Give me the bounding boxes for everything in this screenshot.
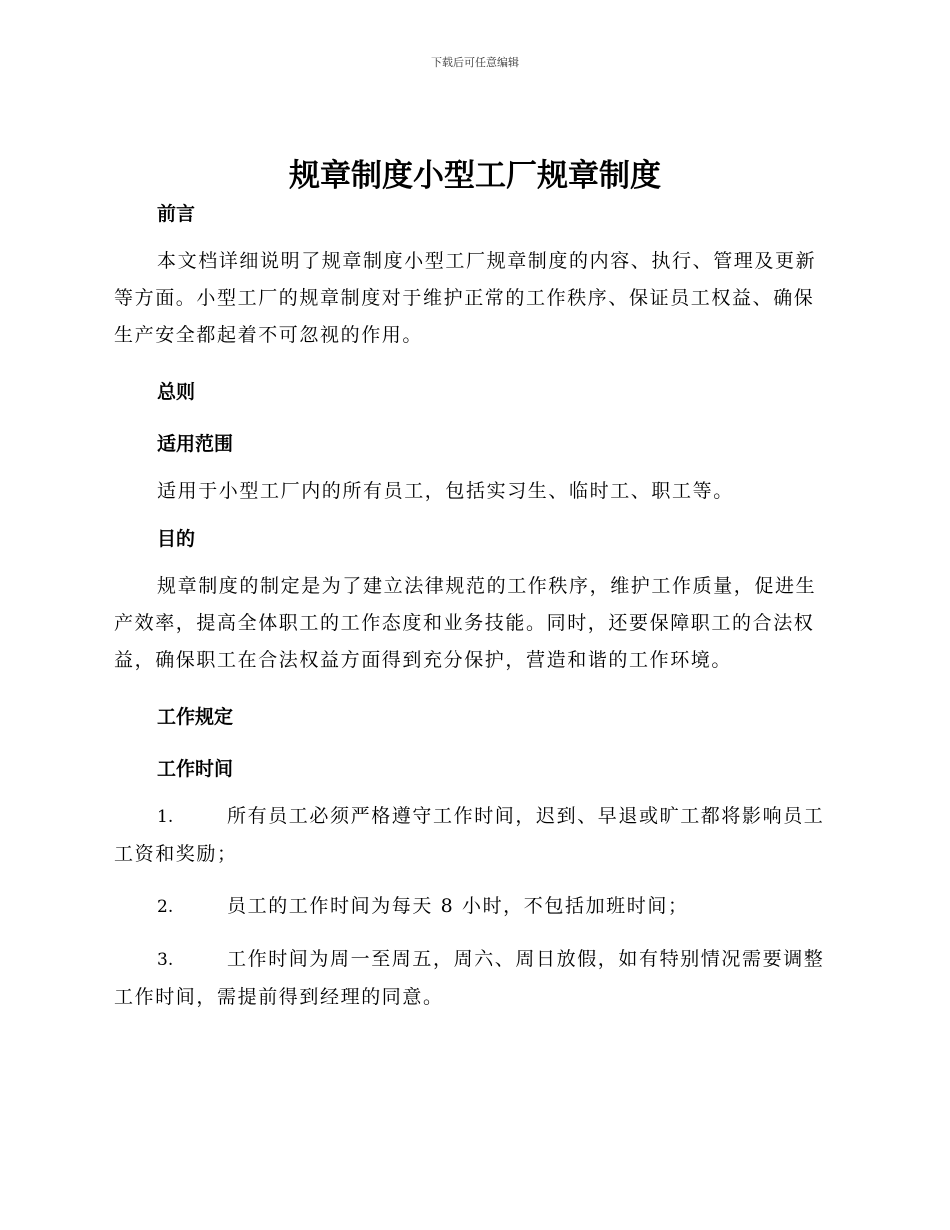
heading-scope: 适用范围 <box>157 433 234 455</box>
heading-work-time: 工作时间 <box>157 758 234 780</box>
header-note: 下载后可任意编辑 <box>431 56 519 69</box>
list-item <box>114 941 832 1016</box>
paragraph-purpose: 规章制度的制定是为了建立法律规范的工作秩序，维护工作质量，促进生产效率，提高全体职工的工作态度和业务技能。同时，还要保障职工的合法权益，确保职工在合法权益方面得到充分保护，营造和谐的工作环境。 <box>114 575 817 671</box>
list-item-number: 2. <box>157 897 174 917</box>
heading-general: 总则 <box>157 381 196 403</box>
heading-work-rules: 工作规定 <box>157 706 234 728</box>
list-item-text: 工作时间为周一至周五，周六、周日放假，如有特别情况需要调整工作时间，需提前得到经理的同意。 <box>114 948 825 1008</box>
list-item <box>114 798 832 873</box>
list-item <box>114 888 832 926</box>
paragraph-scope: 适用于小型工厂内的所有员工，包括实习生、临时工、职工等。 <box>157 480 734 502</box>
list-item-number: 3. <box>157 950 174 970</box>
heading-purpose: 目的 <box>157 528 196 550</box>
paragraph-preface: 本文档详细说明了规章制度小型工厂规章制度的内容、执行、管理及更新等方面。小型工厂的规章制度对于维护正常的工作秩序、保证员工权益、确保生产安全都起着不可忽视的作用。 <box>114 250 817 346</box>
list-item-text: 所有员工必须严格遵守工作时间，迟到、早退或旷工都将影响员工工资和奖励； <box>114 805 825 865</box>
list-item-number: 1. <box>157 807 174 827</box>
document-title: 规章制度小型工厂规章制度 <box>289 158 661 194</box>
heading-preface: 前言 <box>157 203 196 225</box>
document-body <box>114 200 832 1016</box>
list-item-text: 员工的工作时间为每天 8 小时，不包括加班时间； <box>227 895 689 917</box>
